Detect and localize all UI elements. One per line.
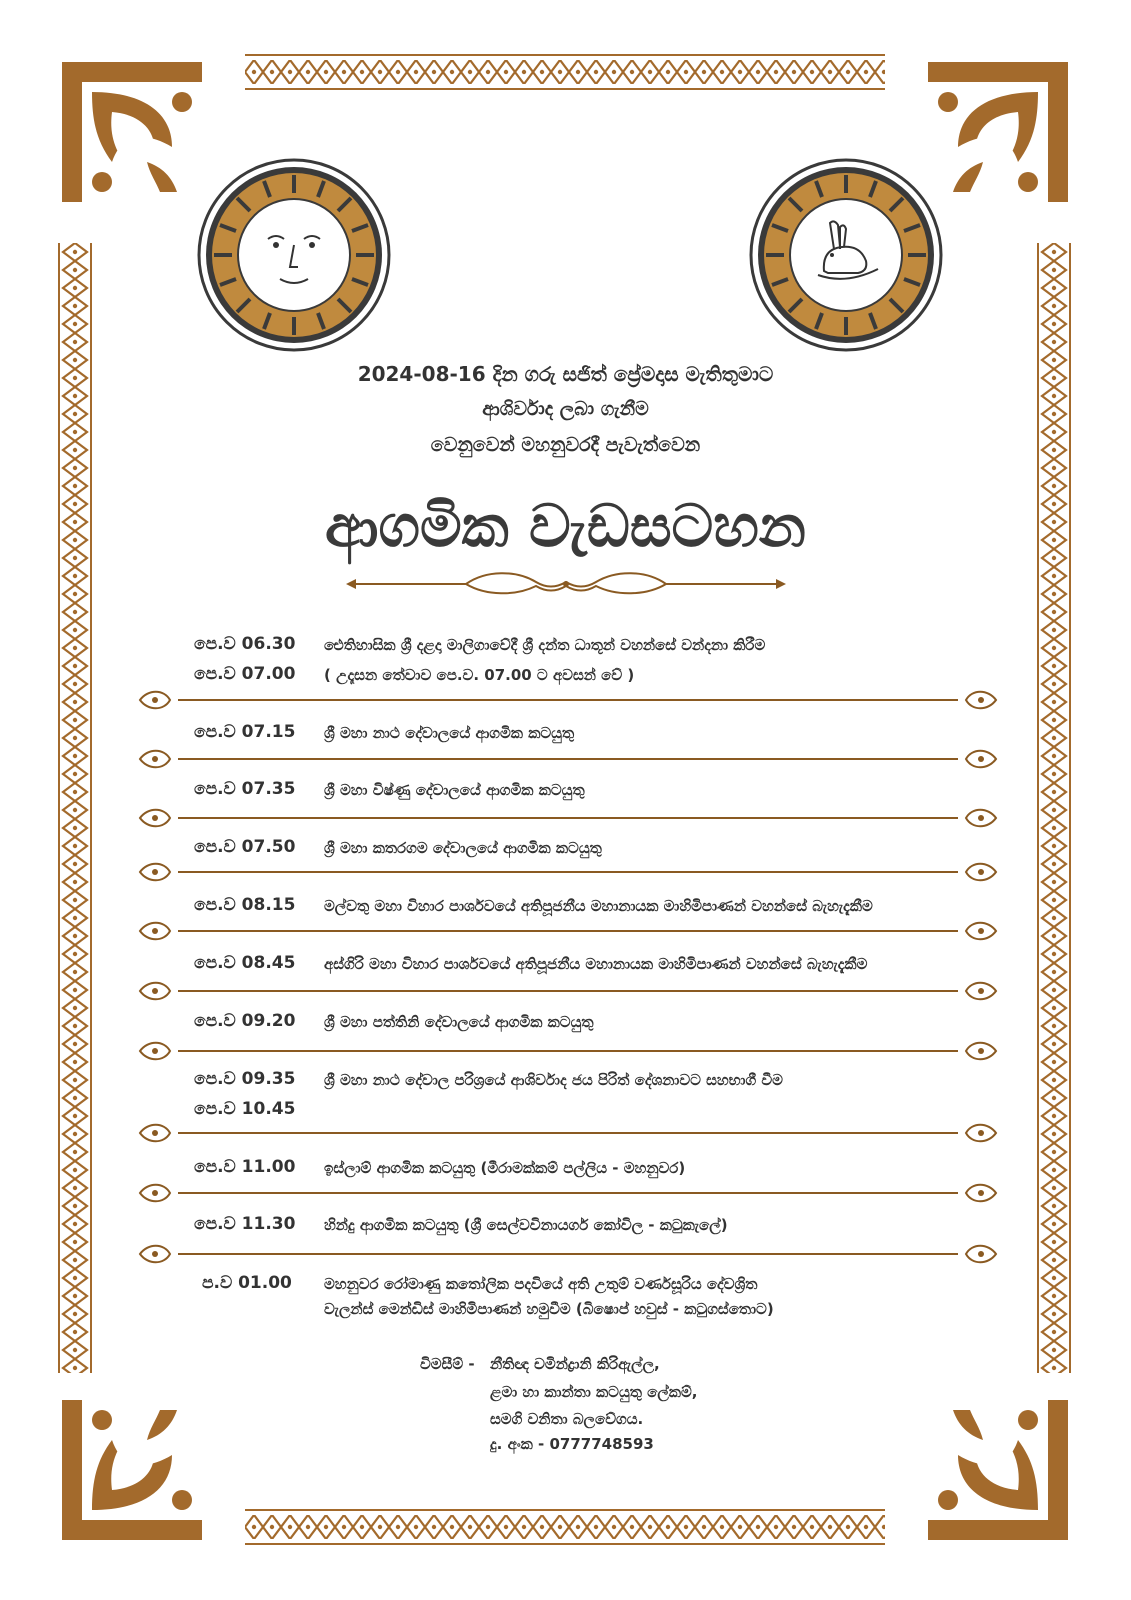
schedule-desc: මහනුවර රෝමාණු කතෝලික පදවියේ අති උතුම් වර්ණසූරිය දේවශ්‍රිත [324, 1275, 758, 1293]
separator-divider [138, 859, 998, 885]
schedule-desc: ඉස්ලාම් ආගමික කටයුතු (මීරාමක්කම් පල්ලිය - මහනුවර) [324, 1159, 686, 1177]
schedule-time: පෙ.ව 07.50 [194, 837, 296, 857]
separator-divider [138, 746, 998, 772]
schedule-time-end: පෙ.ව 10.45 [194, 1099, 296, 1119]
page-title: ආගමික වැඩසටහන [325, 492, 806, 560]
schedule-desc: ශ්‍රී මහා නාථ දේවාල පරිශ්‍රයේ ආශිර්වාද ජය පිරිත් දේශනාවට සහභාගී වීම [324, 1071, 783, 1089]
left-border-band [58, 243, 92, 1373]
schedule-desc: අස්ගිරි මහා විහාර පාර්ශවයේ අතිපූජනීය මහානායක මාහිමිපාණන් වහන්සේ බැහැදැකීම [324, 955, 868, 973]
schedule-desc: ශ්‍රී මහා පත්තිනි දේවාලයේ ආගමික කටයුතු [324, 1013, 594, 1031]
contact-phone: දු. අංක - 0777748593 [490, 1435, 654, 1453]
separator-divider [138, 1180, 998, 1206]
bottom-border-band [245, 1509, 885, 1545]
schedule-time: පෙ.ව 09.20 [194, 1011, 296, 1031]
title-ornament-icon [346, 566, 786, 602]
schedule-desc: ශ්‍රී මහා කතරගම දේවාලයේ ආගමික කටයුතු [324, 839, 602, 857]
top-border-band [245, 54, 885, 90]
schedule-time: පෙ.ව 07.15 [194, 722, 296, 742]
separator-divider [138, 1241, 998, 1267]
contact-org: සමගි වනිතා බලවේගය. [490, 1410, 644, 1428]
moon-emblem-icon [748, 157, 944, 353]
schedule-time: පෙ.ව 11.30 [194, 1214, 296, 1234]
schedule-time: පෙ.ව 08.45 [194, 953, 296, 973]
schedule-time: පෙ.ව 07.35 [194, 779, 296, 799]
separator-divider [138, 805, 998, 831]
schedule-desc: ශ්‍රී මහා නාථ දේවාලයේ ආගමික කටයුතු [324, 724, 575, 742]
schedule-desc: ඓතිහාසික ශ්‍රී දළදා මාලිගාවේදී ශ්‍රී දන්ත ධාතූන් වහන්සේ වන්දනා කිරීම [324, 636, 766, 654]
schedule-desc-cont: වැලන්ස් මෙන්ඩිස් මාහිමිපාණන් හමුවීම (බිෂොප් හවුස් - කටුගස්තොට) [324, 1300, 774, 1318]
separator-divider [138, 1120, 998, 1146]
schedule-time: පෙ.ව 06.30 [194, 634, 296, 654]
schedule-desc: ශ්‍රී මහා විෂ්ණු දේවාලයේ ආගමික කටයුතු [324, 781, 585, 799]
inquiry-label: විමසීම් - [420, 1355, 475, 1373]
contact-name: නීතිඥ චමින්ද්‍රානි කිරිඇල්ල, [490, 1355, 660, 1373]
schedule-time: පෙ.ව 11.00 [194, 1157, 296, 1177]
corner-ornament-icon [52, 52, 212, 212]
separator-divider [138, 687, 998, 713]
schedule-desc-note: ( උදෑසන තේවාව පෙ.ව. 07.00 ට අවසන් වේ ) [324, 666, 635, 684]
schedule-desc: හින්දු ආගමික කටයුතු (ශ්‍රී සෙල්වවිනායගර් කෝවිල - කටුකැලේ) [324, 1216, 728, 1234]
header-line-2: ආශිර්වාද ලබා ගැනීම [482, 398, 649, 420]
header-line-1: 2024-08-16 දින ගරු සජිත් ප්‍රේමදාස මැතිතුමාට [357, 362, 774, 386]
sun-emblem-icon [196, 157, 392, 353]
schedule-desc: මල්වතු මහා විහාර පාර්ශවයේ අතිපූජනීය මහානායක මාහිමිපාණන් වහන්සේ බැහැදැකීම [324, 897, 873, 915]
right-border-band [1037, 243, 1071, 1373]
corner-ornament-icon [918, 1390, 1078, 1550]
corner-ornament-icon [52, 1390, 212, 1550]
separator-divider [138, 978, 998, 1004]
schedule-time: ප.ව 01.00 [202, 1273, 292, 1293]
schedule-time-end: පෙ.ව 07.00 [194, 664, 296, 684]
schedule-time: පෙ.ව 08.15 [194, 895, 296, 915]
separator-divider [138, 918, 998, 944]
schedule-time: පෙ.ව 09.35 [194, 1069, 296, 1089]
contact-role: ළමා හා කාන්තා කටයුතු ලේකම්, [490, 1383, 698, 1401]
separator-divider [138, 1038, 998, 1064]
header-line-3: වෙනුවෙන් මහනුවරදී පැවැත්වෙන [430, 434, 701, 456]
